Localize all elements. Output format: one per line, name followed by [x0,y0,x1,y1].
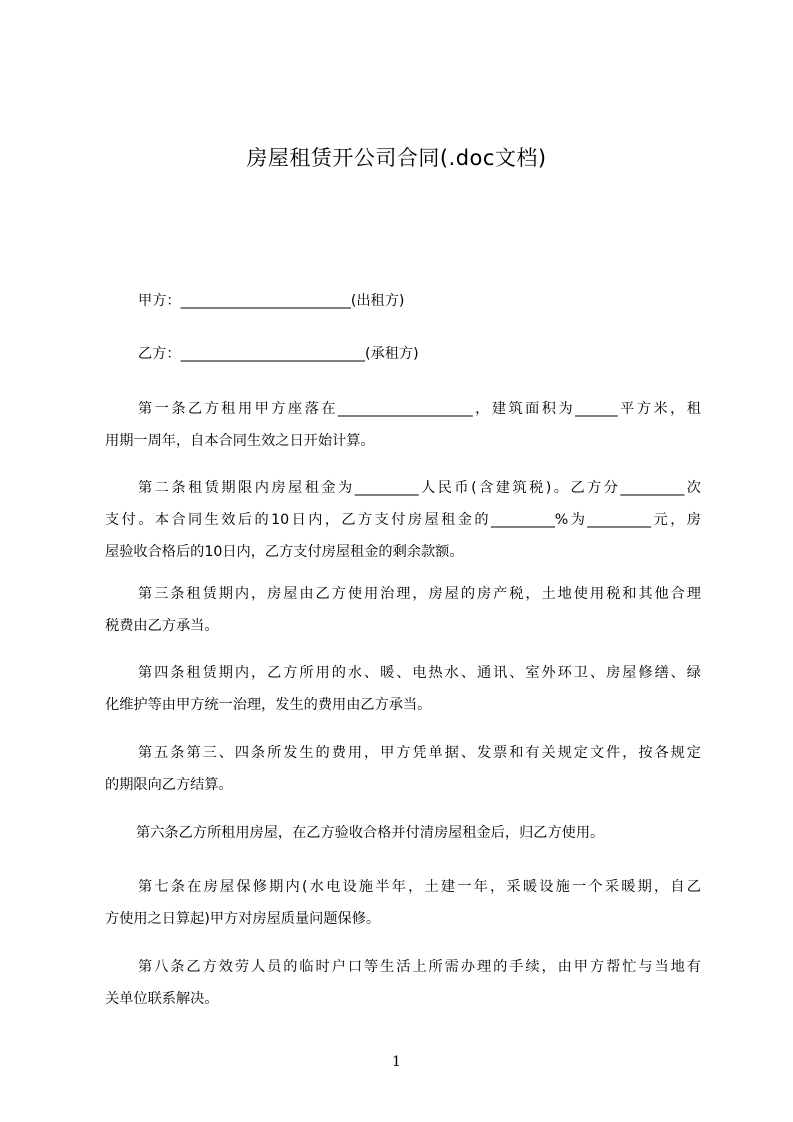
article-1-line-2: 用期一周年，自本合同生效之日开始计算。 [105,433,375,449]
article-3 [105,578,701,642]
article-2-line-1: 第二条租赁期限内房屋租金为_________人民币(含建筑税)。乙方分_________次 [138,480,701,496]
article-5 [105,737,701,801]
article-5-line-2: 的期限向乙方结算。 [105,777,233,793]
article-6: 第六条乙方所租用房屋，在乙方验收合格并付清房屋租金后，归乙方使用。 [136,825,605,841]
document-title: 房屋租赁开公司合同(.doc文档) [246,146,547,170]
party-b-line: 乙方：__________________________(承租方) [138,346,419,362]
article-8 [105,951,701,1015]
article-7 [105,871,701,935]
article-1-line-1: 第一条乙方租用甲方座落在___________________，建筑面积为______平方米，租 [138,401,701,417]
party-a-line: 甲方：________________________(出租方) [138,293,405,309]
article-4-line-2: 化维护等由甲方统一治理，发生的费用由乙方承当。 [105,697,432,713]
article-7-line-1: 第七条在房屋保修期内(水电设施半年，土建一年，采暖设施一个采暖期，自乙 [138,879,701,895]
article-2-line-2: 支付。本合同生效后的10日内，乙方支付房屋租金的_________%为_________元，房 [105,512,701,528]
article-4-line-1: 第四条租赁期内，乙方所用的水、暖、电热水、通讯、室外环卫、房屋修缮、绿 [138,665,701,681]
article-3-line-1: 第三条租赁期内，房屋由乙方使用治理，房屋的房产税，土地使用税和其他合理 [138,586,701,602]
article-2 [105,472,701,568]
article-8-line-2: 关单位联系解决。 [105,991,219,1007]
article-4 [105,657,701,721]
article-2-line-3: 屋验收合格后的10日内，乙方支付房屋租金的剩余款额。 [105,544,464,560]
article-3-line-2: 税费由乙方承当。 [105,618,219,634]
article-7-line-2: 方使用之日算起)甲方对房屋质量问题保修。 [105,911,381,927]
article-1 [105,393,701,457]
article-8-line-1: 第八条乙方效劳人员的临时户口等生活上所需办理的手续，由甲方帮忙与当地有 [138,959,701,975]
page-number: 1 [392,1054,401,1070]
article-5-line-1: 第五条第三、四条所发生的费用，甲方凭单据、发票和有关规定文件，按各规定 [138,745,701,761]
